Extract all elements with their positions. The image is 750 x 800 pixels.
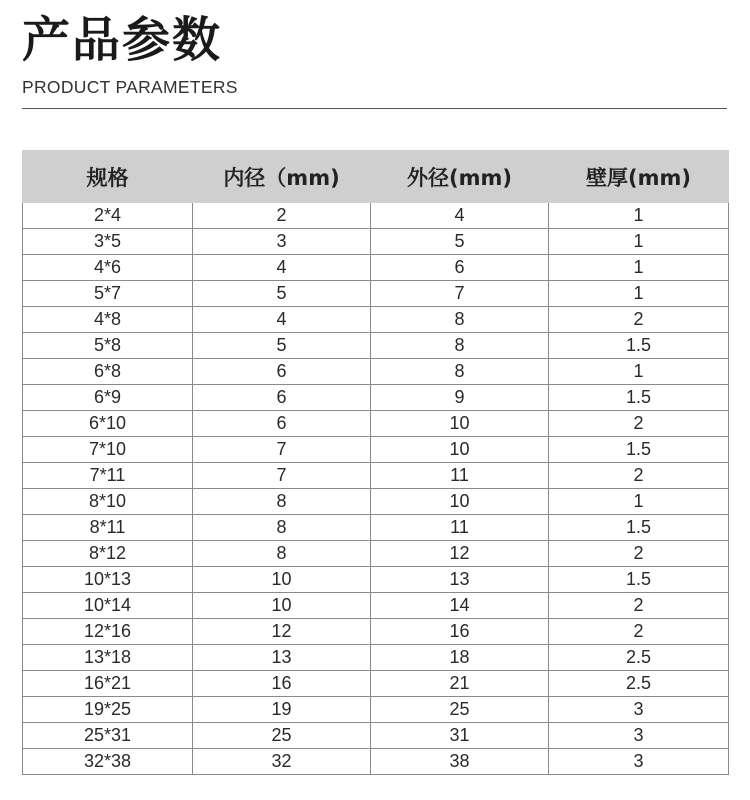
cell-wall-thickness: 1 — [549, 255, 729, 281]
cell-outer-diameter: 8 — [371, 307, 549, 333]
cell-outer-diameter: 6 — [371, 255, 549, 281]
column-header-inner-diameter: 内径（mm) — [193, 151, 371, 203]
cell-inner-diameter: 10 — [193, 567, 371, 593]
cell-outer-diameter: 13 — [371, 567, 549, 593]
cell-inner-diameter: 4 — [193, 255, 371, 281]
cell-wall-thickness: 1 — [549, 359, 729, 385]
title-block — [22, 8, 238, 98]
cell-outer-diameter: 5 — [371, 229, 549, 255]
cell-spec: 10*14 — [23, 593, 193, 619]
cell-inner-diameter: 5 — [193, 281, 371, 307]
table-row — [23, 515, 729, 541]
cell-outer-diameter: 10 — [371, 489, 549, 515]
table-row — [23, 385, 729, 411]
cell-inner-diameter: 7 — [193, 463, 371, 489]
cell-outer-diameter: 12 — [371, 541, 549, 567]
table-row — [23, 671, 729, 697]
parameters-table — [22, 150, 729, 775]
cell-spec: 6*8 — [23, 359, 193, 385]
cell-inner-diameter: 25 — [193, 723, 371, 749]
cell-wall-thickness: 1.5 — [549, 567, 729, 593]
cell-inner-diameter: 6 — [193, 359, 371, 385]
table-row — [23, 463, 729, 489]
table-row — [23, 281, 729, 307]
cell-wall-thickness: 1.5 — [549, 515, 729, 541]
column-header-outer-diameter: 外径(mm) — [371, 151, 549, 203]
cell-spec: 25*31 — [23, 723, 193, 749]
table-row — [23, 489, 729, 515]
cell-outer-diameter: 9 — [371, 385, 549, 411]
cell-outer-diameter: 16 — [371, 619, 549, 645]
cell-inner-diameter: 16 — [193, 671, 371, 697]
cell-inner-diameter: 2 — [193, 203, 371, 229]
table-body — [23, 203, 729, 775]
cell-spec: 2*4 — [23, 203, 193, 229]
cell-outer-diameter: 4 — [371, 203, 549, 229]
cell-spec: 13*18 — [23, 645, 193, 671]
cell-wall-thickness: 2.5 — [549, 645, 729, 671]
column-header-spec: 规格 — [23, 151, 193, 203]
cell-outer-diameter: 11 — [371, 463, 549, 489]
cell-spec: 8*10 — [23, 489, 193, 515]
cell-wall-thickness: 2 — [549, 541, 729, 567]
cell-wall-thickness: 2 — [549, 619, 729, 645]
page-title: 产品参数 — [22, 12, 223, 68]
cell-wall-thickness: 2 — [549, 463, 729, 489]
cell-inner-diameter: 19 — [193, 697, 371, 723]
cell-outer-diameter: 18 — [371, 645, 549, 671]
cell-spec: 8*11 — [23, 515, 193, 541]
cell-inner-diameter: 4 — [193, 307, 371, 333]
cell-wall-thickness: 3 — [549, 723, 729, 749]
cell-inner-diameter: 8 — [193, 541, 371, 567]
cell-outer-diameter: 7 — [371, 281, 549, 307]
table-row — [23, 359, 729, 385]
cell-spec: 4*8 — [23, 307, 193, 333]
table-row — [23, 541, 729, 567]
table-row — [23, 203, 729, 229]
table-row — [23, 333, 729, 359]
cell-spec: 16*21 — [23, 671, 193, 697]
cell-spec: 8*12 — [23, 541, 193, 567]
page-subtitle: PRODUCT PARAMETERS — [22, 77, 238, 97]
cell-inner-diameter: 13 — [193, 645, 371, 671]
cell-wall-thickness: 2 — [549, 593, 729, 619]
table-row — [23, 645, 729, 671]
cell-wall-thickness: 1 — [549, 489, 729, 515]
table-row — [23, 411, 729, 437]
cell-spec: 6*10 — [23, 411, 193, 437]
cell-inner-diameter: 7 — [193, 437, 371, 463]
cell-spec: 5*8 — [23, 333, 193, 359]
cell-inner-diameter: 10 — [193, 593, 371, 619]
table-row — [23, 619, 729, 645]
cell-inner-diameter: 12 — [193, 619, 371, 645]
cell-wall-thickness: 2.5 — [549, 671, 729, 697]
cell-spec: 6*9 — [23, 385, 193, 411]
cell-outer-diameter: 14 — [371, 593, 549, 619]
cell-wall-thickness: 2 — [549, 411, 729, 437]
table-row — [23, 255, 729, 281]
cell-outer-diameter: 21 — [371, 671, 549, 697]
table-row — [23, 593, 729, 619]
cell-inner-diameter: 32 — [193, 749, 371, 775]
title-divider — [22, 108, 727, 109]
table-row — [23, 437, 729, 463]
cell-wall-thickness: 1.5 — [549, 385, 729, 411]
cell-inner-diameter: 6 — [193, 385, 371, 411]
table-row — [23, 723, 729, 749]
cell-outer-diameter: 8 — [371, 359, 549, 385]
cell-inner-diameter: 6 — [193, 411, 371, 437]
cell-outer-diameter: 31 — [371, 723, 549, 749]
cell-outer-diameter: 8 — [371, 333, 549, 359]
cell-wall-thickness: 1 — [549, 203, 729, 229]
cell-wall-thickness: 3 — [549, 697, 729, 723]
table-row — [23, 307, 729, 333]
cell-outer-diameter: 25 — [371, 697, 549, 723]
cell-wall-thickness: 1.5 — [549, 437, 729, 463]
cell-wall-thickness: 2 — [549, 307, 729, 333]
cell-outer-diameter: 11 — [371, 515, 549, 541]
table-header-row — [23, 151, 729, 203]
cell-spec: 3*5 — [23, 229, 193, 255]
table-row — [23, 567, 729, 593]
cell-spec: 32*38 — [23, 749, 193, 775]
cell-outer-diameter: 38 — [371, 749, 549, 775]
cell-wall-thickness: 1 — [549, 281, 729, 307]
cell-spec: 7*11 — [23, 463, 193, 489]
cell-spec: 7*10 — [23, 437, 193, 463]
table-row — [23, 229, 729, 255]
cell-inner-diameter: 8 — [193, 515, 371, 541]
cell-wall-thickness: 1 — [549, 229, 729, 255]
cell-spec: 12*16 — [23, 619, 193, 645]
cell-spec: 5*7 — [23, 281, 193, 307]
cell-inner-diameter: 8 — [193, 489, 371, 515]
cell-outer-diameter: 10 — [371, 437, 549, 463]
cell-spec: 19*25 — [23, 697, 193, 723]
cell-spec: 4*6 — [23, 255, 193, 281]
table-row — [23, 749, 729, 775]
table-row — [23, 697, 729, 723]
cell-outer-diameter: 10 — [371, 411, 549, 437]
cell-spec: 10*13 — [23, 567, 193, 593]
column-header-wall-thickness: 壁厚(mm) — [549, 151, 729, 203]
cell-wall-thickness: 3 — [549, 749, 729, 775]
cell-inner-diameter: 5 — [193, 333, 371, 359]
cell-inner-diameter: 3 — [193, 229, 371, 255]
cell-wall-thickness: 1.5 — [549, 333, 729, 359]
